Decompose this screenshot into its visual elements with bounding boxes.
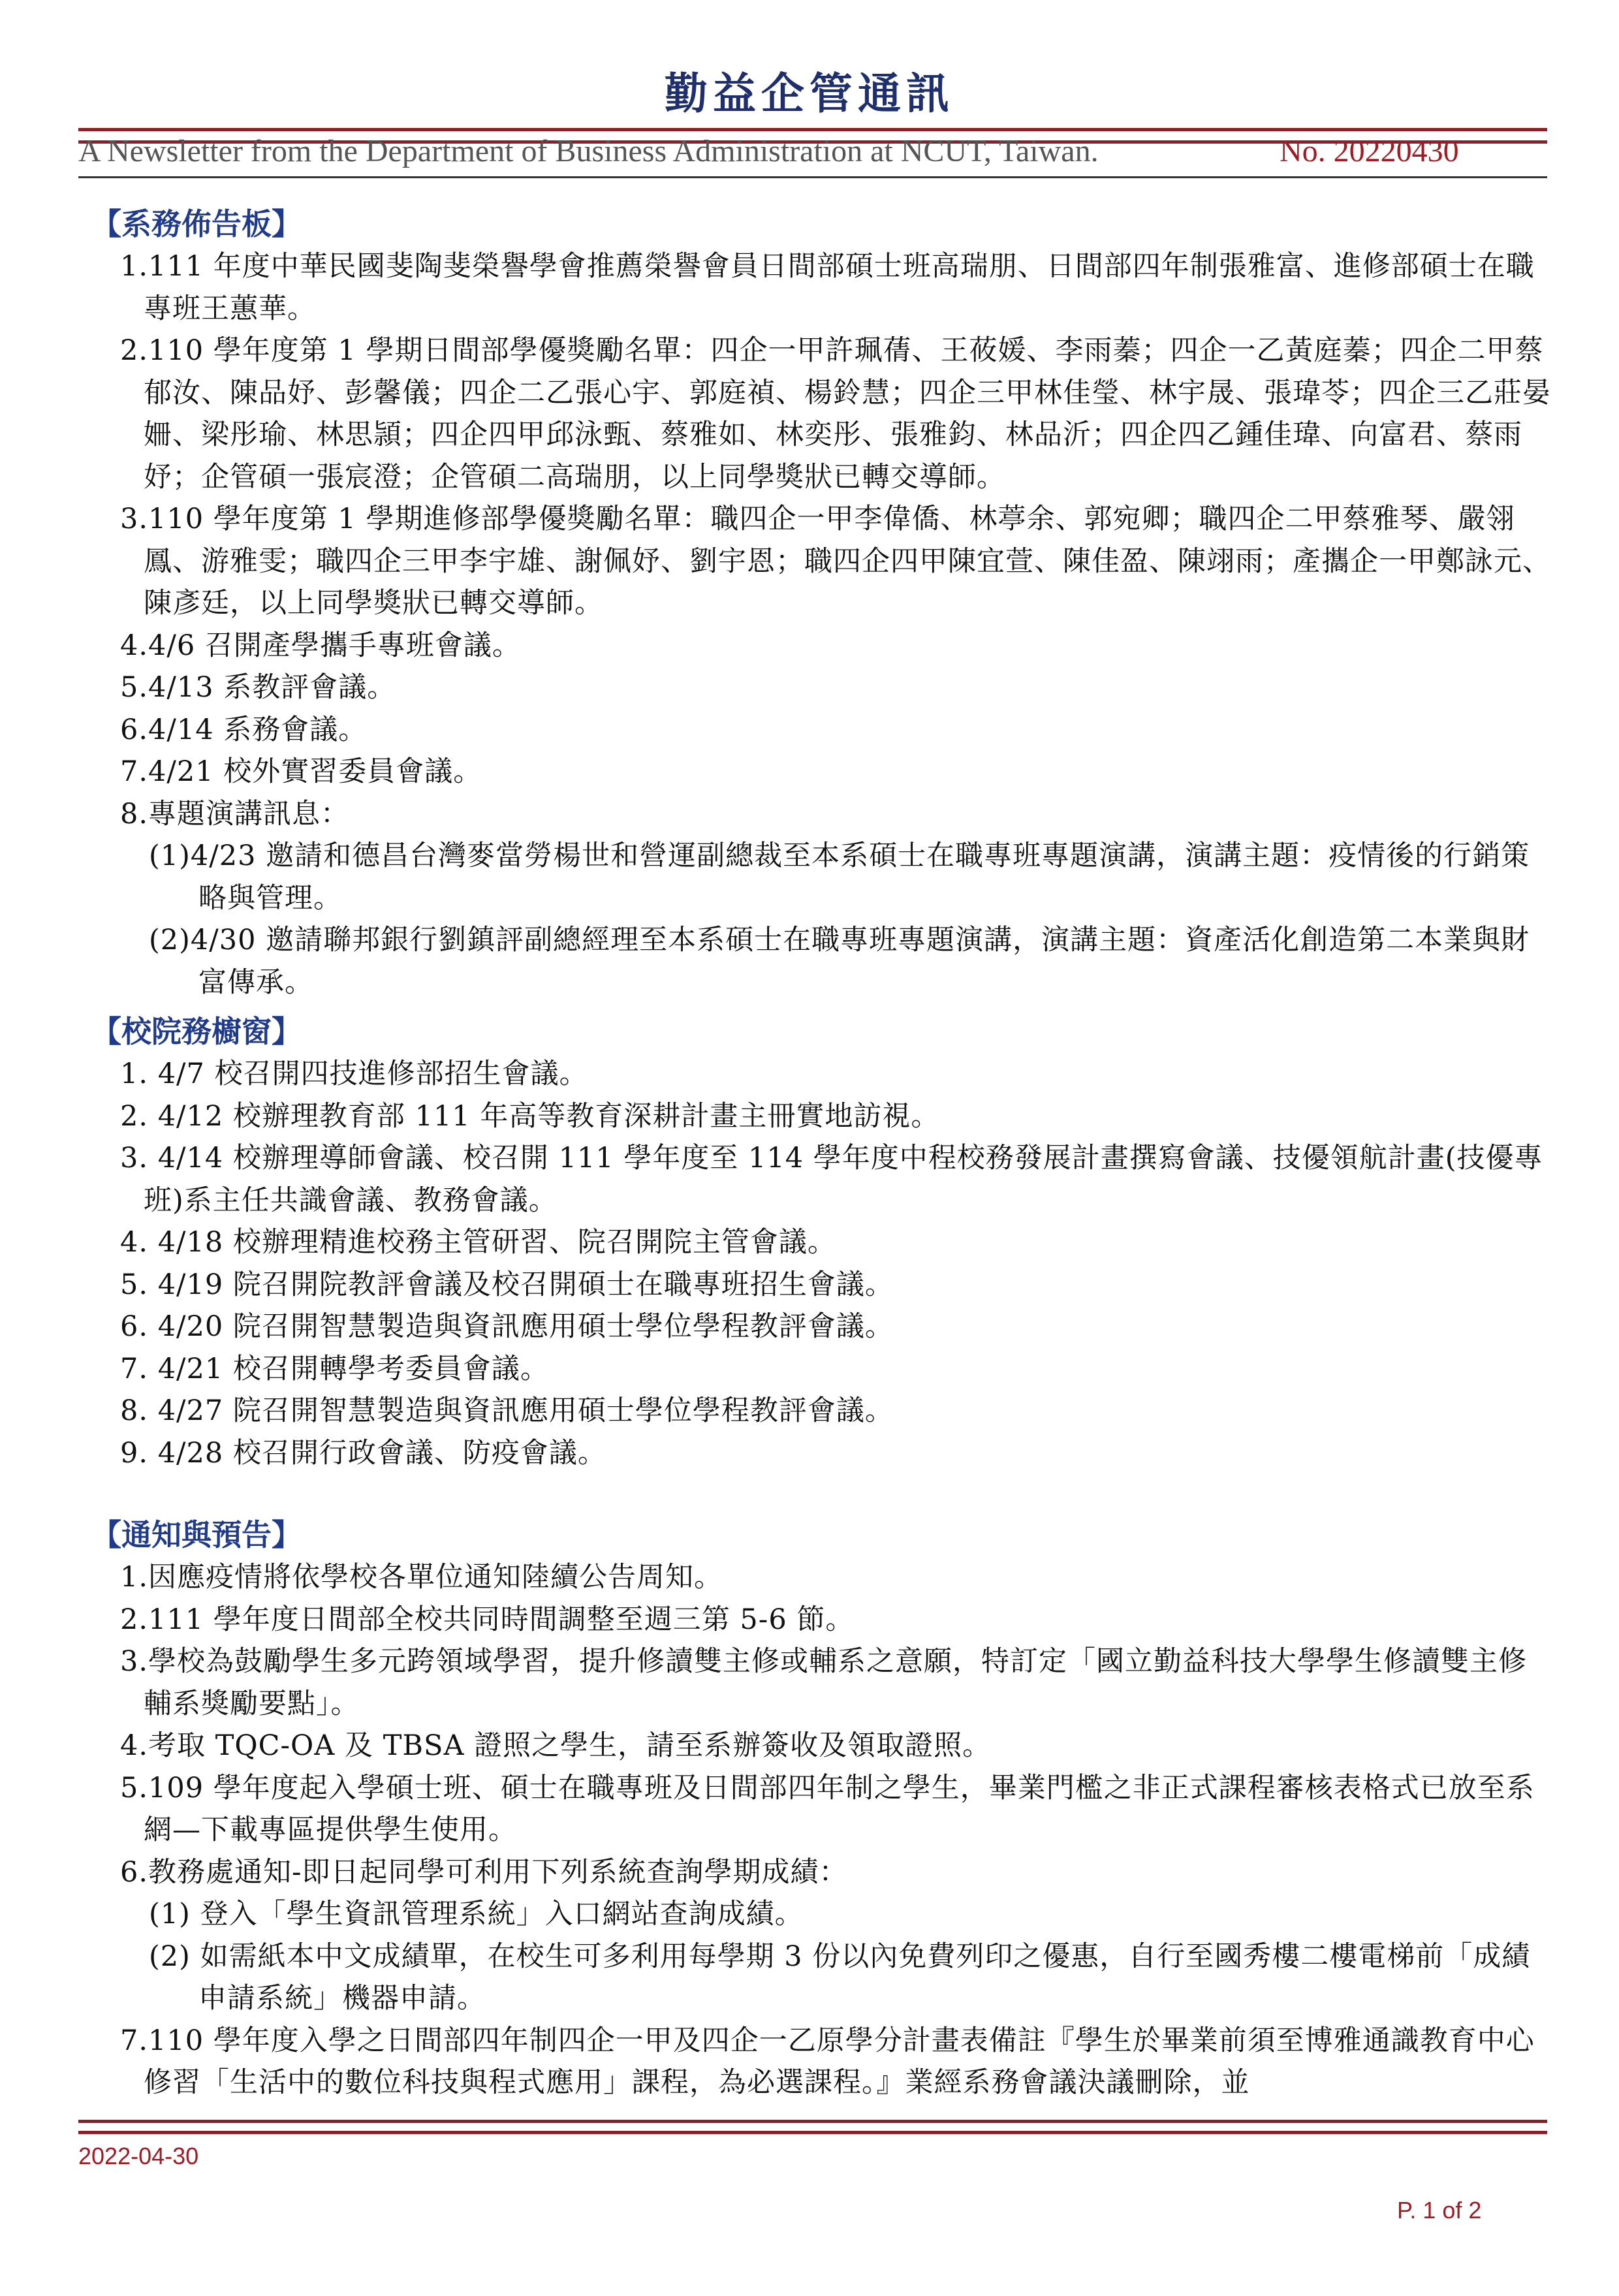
list-item: 1. 4/7 校召開四技進修部招生會議。	[120, 1058, 588, 1090]
section-heading-notices: 【通知與預告】	[91, 1517, 302, 1552]
list-item: 3.110 學年度第 1 學期進修部學優獎勵名單：職四企一甲李偉僑、林葶余、郭宛卿；職四企二甲蔡雅琴、嚴翎鳳、游雅雯；職四企三甲李宇雄、謝佩妤、劉宇恩；職四企四甲陳宜萱、陳佳盈、陳翊雨；產攜企一甲鄭詠元、陳彥廷，以上同學獎狀已轉交導師。	[120, 503, 1551, 620]
list-item: 1.因應疫情將依學校各單位通知陸續公告周知。	[120, 1561, 723, 1594]
list-item: 8.專題演講訊息：	[120, 797, 350, 830]
list-item: 5.109 學年度起入學碩士班、碩士在職專班及日間部四年制之學生，畢業門檻之非正式課程審核表格式已放至系網—下載專區提供學生使用。	[120, 1771, 1535, 1846]
list-item: 6. 4/20 院召開智慧製造與資訊應用碩士學位學程教評會議。	[120, 1310, 894, 1343]
section-heading-department-board: 【系務佈告板】	[91, 206, 302, 242]
list-item: 2.111 學年度日間部全校共同時間調整至週三第 5-6 節。	[120, 1603, 855, 1636]
list-item: 4.4/6 召開產學攜手專班會議。	[120, 629, 521, 662]
sub-list-item: (1)4/23 邀請和德昌台灣麥當勞楊世和營運副總裁至本系碩士在職專班專題演講，演講主題：疫情後的行銷策略與管理。	[149, 840, 1530, 915]
list-item: 5.4/13 系教評會議。	[120, 671, 396, 704]
list-item: 4.考取 TQC-OA 及 TBSA 證照之學生，請至系辦簽收及領取證照。	[120, 1729, 992, 1762]
section-heading-campus-window: 【校院務櫥窗】	[91, 1014, 302, 1049]
list-item: 4. 4/18 校辦理精進校務主管研習、院召開院主管會議。	[120, 1226, 836, 1259]
footer-date: 2022-04-30	[78, 2143, 199, 2169]
list-item: 3. 4/14 校辦理導師會議、校召開 111 學年度至 114 學年度中程校務發展計畫撰寫會議、技優領航計畫(技優專班)系主任共識會議、教務會議。	[120, 1142, 1543, 1217]
list-item: 5. 4/19 院召開院教評會議及校召開碩士在職專班招生會議。	[120, 1268, 894, 1301]
newsletter-subtitle: A Newsletter from the Department of Business Administration at NCUT, Taiwan.	[78, 134, 1099, 168]
newsletter-title: 勤益企管通訊	[665, 68, 954, 119]
footer-double-rule	[78, 2120, 1547, 2134]
list-item: 7.4/21 校外實習委員會議。	[120, 755, 482, 788]
list-item: 8. 4/27 院召開智慧製造與資訊應用碩士學位學程教評會議。	[120, 1394, 894, 1427]
list-item: 3.學校為鼓勵學生多元跨領域學習，提升修讀雙主修或輔系之意願，特訂定「國立勤益科技大學學生修讀雙主修輔系獎勵要點」。	[120, 1645, 1528, 1720]
list-item: 6.教務處通知-即日起同學可利用下列系統查詢學期成績：	[120, 1855, 848, 1889]
list-item: 9. 4/28 校召開行政會議、防疫會議。	[120, 1436, 606, 1470]
list-item: 7. 4/21 校召開轉學考委員會議。	[120, 1352, 549, 1385]
sub-list-item: (2)4/30 邀請聯邦銀行劉鎮評副總經理至本系碩士在職專班專題演講，演講主題：資產活化創造第二本業與財富傳承。	[149, 924, 1530, 999]
list-item: 1.111 年度中華民國斐陶斐榮譽學會推薦榮譽會員日間部碩士班高瑞朋、日間部四年制張雅富、進修部碩士在職專班王蕙華。	[120, 250, 1535, 325]
list-item: 6.4/14 系務會議。	[120, 713, 368, 746]
page-number: P. 1 of 2	[1397, 2197, 1482, 2224]
list-item: 7.110 學年度入學之日間部四年制四企一甲及四企一乙原學分計畫表備註『學生於畢業前須至博雅通識教育中心修習「生活中的數位科技與程式應用」課程，為必選課程。』業經系務會議決議刪除，並	[120, 2024, 1535, 2099]
list-item: 2. 4/12 校辦理教育部 111 年高等教育深耕計畫主冊實地訪視。	[120, 1099, 940, 1133]
newsletter-body	[91, 196, 1554, 2104]
sub-list-item: (2) 如需紙本中文成績單，在校生可多利用每學期 3 份以內免費列印之優惠，自行至國秀樓二樓電梯前「成績申請系統」機器申請。	[149, 1940, 1531, 2015]
subtitle-underline	[78, 176, 1547, 178]
issue-number: No. 20220430	[1280, 134, 1459, 168]
list-item: 2.110 學年度第 1 學期日間部學優獎勵名單：四企一甲許珮蒨、王莜媛、李雨蓁；四企一乙黃庭蓁；四企二甲蔡郁汝、陳品妤、彭馨儀；四企二乙張心宇、郭庭禎、楊鈴慧；四企三甲林佳瑩、林宇晟、張瑋苓；四企三乙莊晏姍、梁彤瑜、林思頴；四企四甲邱泳甄、蔡雅如、林奕彤、張雅鈞、林品沂；四企四乙鍾佳瑋、向富君、蔡雨妤；企管碩一張宸澄；企管碩二高瑞朋，以上同學獎狀已轉交導師。	[120, 334, 1551, 494]
sub-list-item: (1) 登入「學生資訊管理系統」入口網站查詢成績。	[149, 1898, 804, 1930]
